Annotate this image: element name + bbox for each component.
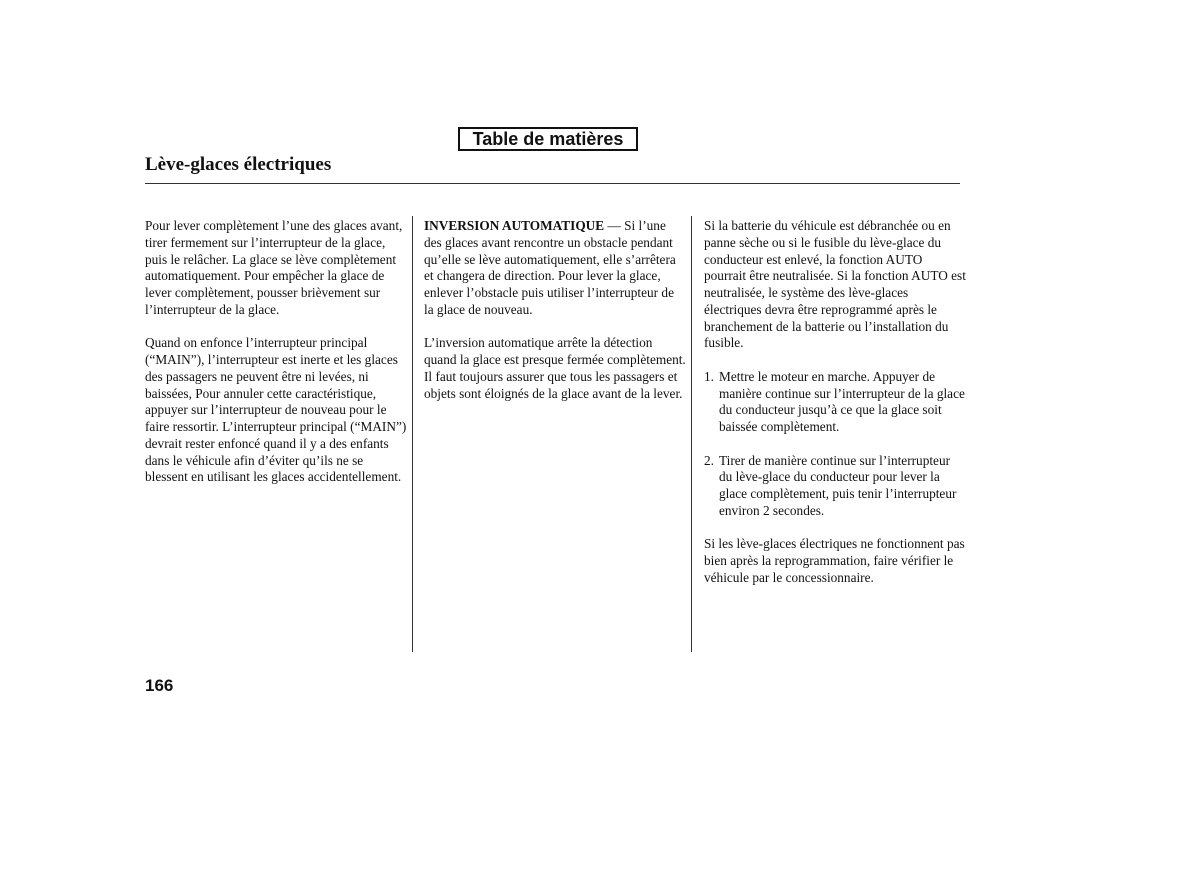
column-3 xyxy=(704,218,966,603)
page-title: Lève-glaces électriques xyxy=(145,154,332,175)
col3-paragraph-1: Si la batterie du véhicule est débranchée ou en panne sèche ou si le fusible du lève-glace du conducteur est enlevé, la fonction AUTO pourrait être neutralisée. Si la fonction AUTO est neutralisée, le système des lève-glaces électriques devra être reprogrammé après le branchement de la batterie ou l’installation du fusible. xyxy=(704,218,966,351)
auto-reverse-heading: INVERSION AUTOMATIQUE xyxy=(424,218,605,233)
column-1 xyxy=(145,218,407,503)
title-divider xyxy=(145,183,960,184)
step-text: Mettre le moteur en marche. Appuyer de manière continue sur l’interrupteur de la glace du conducteur jusqu’à ce que la glace soit baissée complètement. xyxy=(719,368,965,434)
col1-paragraph-1: Pour lever complètement l’une des glaces avant, tirer fermement sur l’interrupteur de la glace, puis le relâcher. La glace se lève complètement automatiquement. Pour empêcher la glace de lever complètement, pousser brièvement sur l’interrupteur de la glace. xyxy=(145,218,403,317)
table-of-contents-button[interactable]: Table de matières xyxy=(458,127,638,151)
column-divider-1 xyxy=(412,216,413,652)
col2-paragraph-1 xyxy=(424,218,686,319)
step-item xyxy=(704,453,966,520)
column-2 xyxy=(424,218,686,419)
step-number: 2. xyxy=(704,452,714,468)
column-divider-2 xyxy=(691,216,692,652)
col3-paragraph-2: Si les lève-glaces électriques ne fonctionnent pas bien après la reprogrammation, faire vérifier le véhicule par le concessionnaire. xyxy=(704,536,965,585)
col2-paragraph-2: L’inversion automatique arrête la détection quand la glace est presque fermée complètement. Il faut toujours assurer que tous les passagers et objets sont éloignés de la glace avant de la lever. xyxy=(424,335,686,401)
step-item xyxy=(704,369,966,436)
auto-reverse-text: — Si l’une des glaces avant rencontre un obstacle pendant qu’elle se lève automatiquement, elle s’arrêtera et changera de direction. Pour lever la glace, enlever l’obstacle puis utiliser l’interrupteur de la glace de nouveau. xyxy=(424,218,676,317)
step-number: 1. xyxy=(704,368,714,384)
page-number: 166 xyxy=(145,676,174,695)
step-text: Tirer de manière continue sur l’interrupteur du lève-glace du conducteur pour lever la glace complètement, puis tenir l’interrupteur environ 2 secondes. xyxy=(719,452,957,518)
col1-paragraph-2: Quand on enfonce l’interrupteur principal (“MAIN”), l’interrupteur est inerte et les glaces des passagers ne peuvent être ni levées, ni baissées, Pour annuler cette caractéristique, appuyer sur l’interrupteur de nouveau pour le faire ressortir. L’interrupteur principal (“MAIN”) devrait rester enfoncé quand il y a des enfants dans le véhicule afin d’éviter qu’ils ne se blessent en utilisant les glaces accidentellement. xyxy=(145,335,407,485)
